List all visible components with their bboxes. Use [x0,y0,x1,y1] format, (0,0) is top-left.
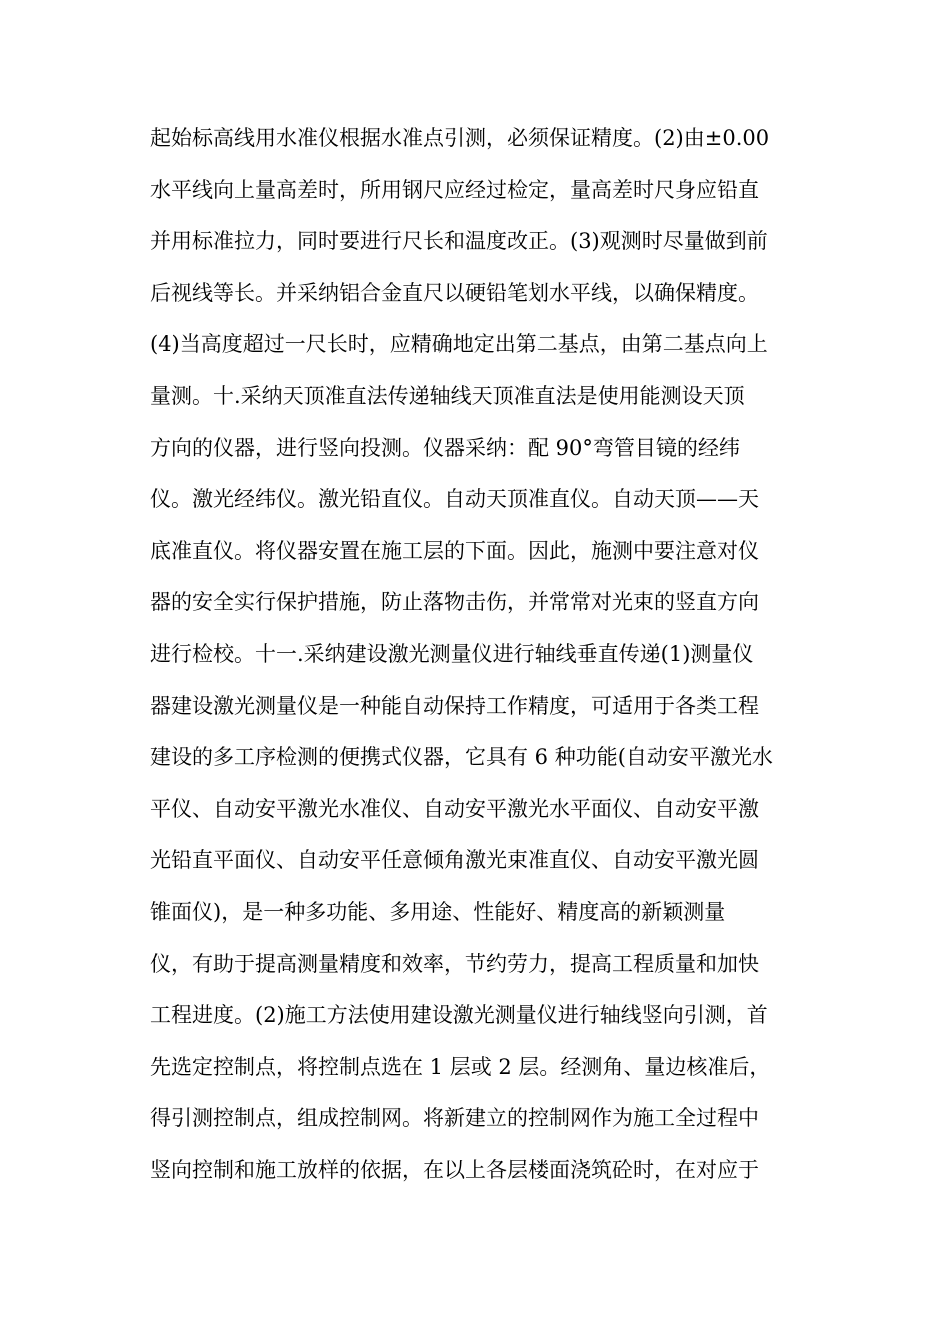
text-line: 底准直仪。将仪器安置在施工层的下面。因此，施测中要注意对仪 [150,538,759,563]
text-line: 竖向控制和施工放样的依据，在以上各层楼面浇筑砼时，在对应于 [150,1157,759,1182]
text-line: 仪，有助于提高测量精度和效率，节约劳力，提高工程质量和加快 [150,951,759,976]
text-line: (4)当高度超过一尺长时，应精确地定出第二基点，由第二基点向上 [150,332,768,357]
text-line: 后视线等长。并采纳铝合金直尺以硬铅笔划水平线，以确保精度。 [150,280,759,305]
text-line: 起始标高线用水准仪根据水准点引测，必须保证精度。(2)由±0.00 [150,126,770,150]
text-line: 工程进度。(2)施工方法使用建设激光测量仪进行轴线竖向引测，首 [150,1003,768,1028]
text-line: 锥面仪)，是一种多功能、多用途、性能好、精度高的新颖测量 [150,899,726,924]
text-line: 水平线向上量高差时，所用钢尺应经过检定，量高差时尺身应铅直 [150,177,759,202]
text-line: 仪。激光经纬仪。激光铅直仪。自动天顶准直仪。自动天顶——天 [150,487,759,512]
text-line: 并用标准拉力，同时要进行尺长和温度改正。(3)观测时尽量做到前 [150,229,768,254]
text-line: 建设的多工序检测的便携式仪器，它具有 6 种功能(自动安平激光水 [150,745,773,770]
text-line: 光铅直平面仪、自动安平任意倾角激光束准直仪、自动安平激光圆 [150,848,759,873]
text-line: 平仪、自动安平激光水准仪、自动安平激光水平面仪、自动安平激 [150,796,759,821]
text-line: 先选定控制点，将控制点选在 1 层或 2 层。经测角、量边核准后， [150,1054,771,1079]
text-line: 器的安全实行保护措施，防止落物击伤，并常常对光束的竖直方向 [150,590,759,615]
text-line: 量测。十.采纳天顶准直法传递轴线天顶准直法是使用能测设天顶 [150,383,745,408]
text-line: 得引测控制点，组成控制网。将新建立的控制网作为施工全过程中 [150,1106,759,1131]
text-line: 方向的仪器，进行竖向投测。仪器采纳：配 90°弯管目镜的经纬 [150,435,740,460]
text-line: 器建设激光测量仪是一种能自动保持工作精度，可适用于各类工程 [150,693,759,718]
body-paragraph [150,118,810,1201]
text-line: 进行检校。十一.采纳建设激光测量仪进行轴线垂直传递(1)测量仪 [150,641,754,666]
